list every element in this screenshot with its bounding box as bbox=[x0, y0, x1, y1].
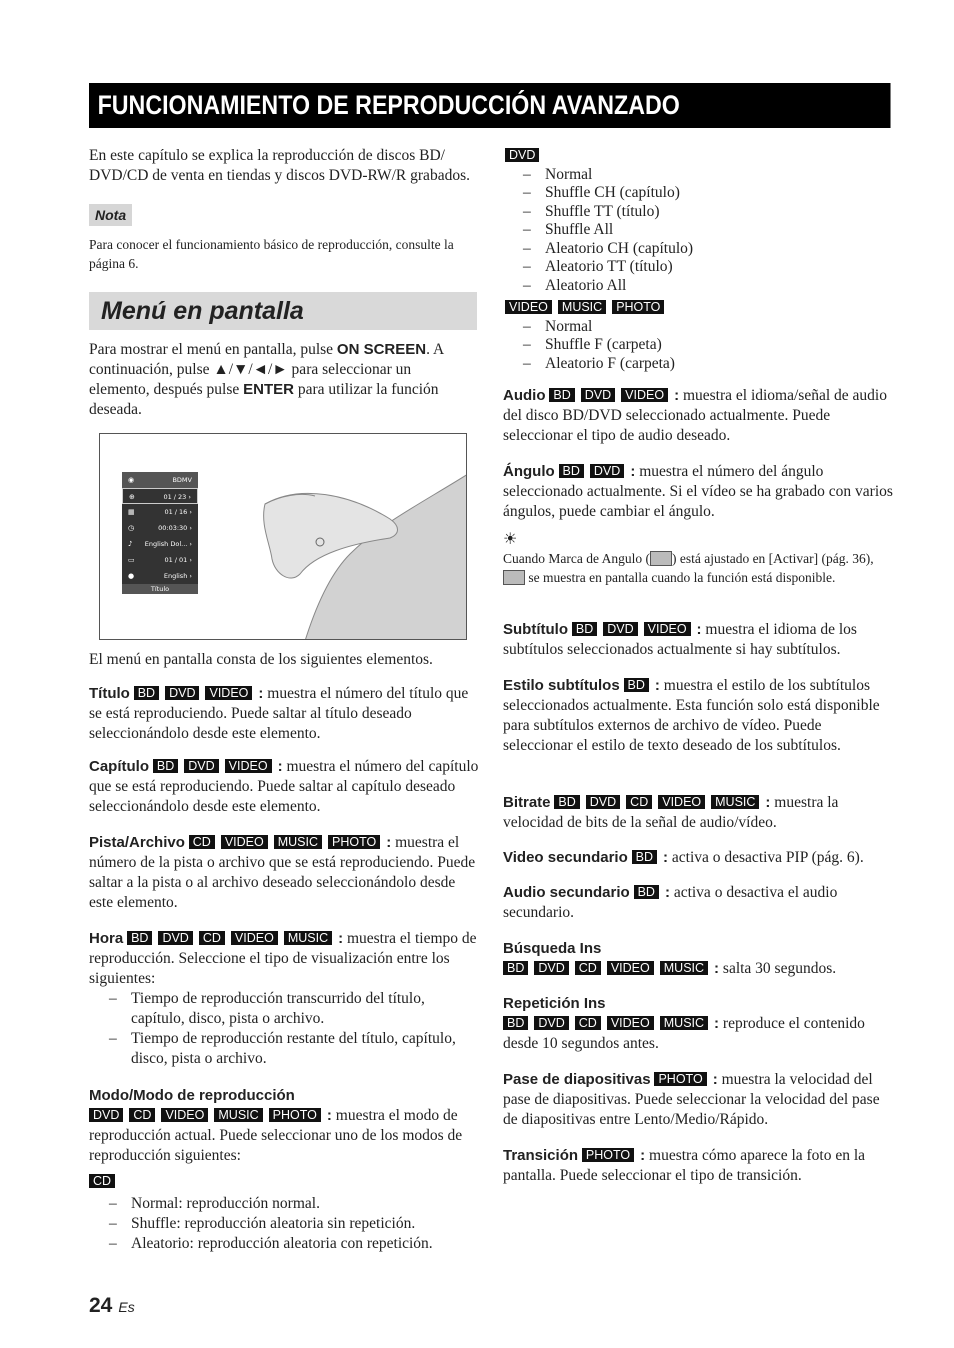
list-item: – Normal bbox=[503, 318, 895, 337]
item-transicion: Transición PHOTO : muestra cómo aparece la foto en la pantalla. Puede seleccionar el tipo de transición. bbox=[503, 1147, 866, 1184]
list-item: – Aleatorio All bbox=[503, 277, 895, 296]
page-number: 24 Es bbox=[89, 1294, 135, 1317]
item-estilo: Estilo subtítulos BD : muestra el estilo de los subtítulos seleccionados actualmente. Esta función solo está disponible para subtítulos externos de archivo de vídeo. Puede seleccionar el estilo de texto deseado de los subtítulos. bbox=[503, 677, 880, 754]
item-angulo: Ángulo BD DVD : muestra el número del ángulo seleccionado actualmente. Si el vídeo se ha grabado con varios ángulos, puede cambiar el ángulo. bbox=[503, 463, 893, 520]
osd-row-chapter: ▦ 01 / 16 › bbox=[122, 504, 198, 520]
list-item: – Aleatorio: reproducción aleatoria con repetición. bbox=[89, 1234, 481, 1254]
on-screen-key: ON SCREEN bbox=[336, 341, 427, 358]
intro-text: En este capítulo se explica la reproducción de discos BD/ DVD/CD de venta en tiendas y discos DVD-RW/R grabados. bbox=[89, 147, 470, 184]
page-lang: Es bbox=[118, 1299, 135, 1315]
item-audio: Audio BD DVD VIDEO : muestra el idioma/señal de audio del disco BD/DVD seleccionado actualmente. Puede seleccionar el tipo de audio deseado. bbox=[503, 387, 887, 444]
osd-row-audio: ♪ English Dol... › bbox=[122, 536, 198, 552]
item-modo: Modo/Modo de reproducción DVD CD VIDEO MUSIC PHOTO : muestra el modo de reproducción actual. Puede seleccionar uno de los modos de reproducción siguientes: bbox=[89, 1087, 463, 1164]
consta-text: El menú en pantalla consta de los siguientes elementos. bbox=[89, 651, 433, 668]
enter-key: ENTER bbox=[243, 381, 294, 398]
item-hora: Hora BD DVD CD VIDEO MUSIC : muestra el tiempo de reproducción. Seleccione el tipo de visualización entre los siguientes: – Tiempo de reproducción transcurrido del título, capítulo, disco, pista o archivo. – Tiempo de reproducción restante del título, capítulo, disco, pista o archivo. bbox=[89, 929, 481, 1069]
list-item: – Normal bbox=[503, 166, 895, 185]
item-titulo: Título BD DVD VIDEO : muestra el número del título que se está reproduciendo. Puede saltar al título deseado seleccionándolo desde este elemento. bbox=[89, 685, 469, 742]
osd-row-subtitle: ● English › bbox=[122, 568, 198, 584]
osd-row-time: ◷ 00:03:30 › bbox=[122, 520, 198, 536]
disc-icon: ◉ bbox=[128, 476, 135, 484]
title-icon: ⊕ bbox=[129, 493, 135, 501]
modo-cd-options: CD – Normal: reproducción normal. – Shuffle: reproducción aleatoria sin repetición. – Aleatorio: reproducción aleatoria con repetición. bbox=[89, 1172, 481, 1254]
subtitle-icon: ● bbox=[128, 572, 135, 580]
nota-label: Nota bbox=[89, 204, 132, 226]
list-item: – Shuffle F (carpeta) bbox=[503, 336, 895, 355]
hora-options bbox=[89, 989, 481, 1069]
list-item: – Aleatorio CH (capítulo) bbox=[503, 240, 895, 259]
item-subtitulo: Subtítulo BD DVD VIDEO : muestra el idioma de los subtítulos seleccionados actualmente si hay subtítulos. bbox=[503, 621, 857, 658]
osd-row-angle: ▭ 01 / 01 › bbox=[122, 552, 198, 568]
menu-intro: Para mostrar el menú en pantalla, pulse ON SCREEN. A continuación, pulse ▲/▼/◄/► para seleccionar un elemento, después pulse ENTER para utilizar la función deseada. bbox=[89, 341, 444, 418]
clock-icon: ◷ bbox=[128, 524, 135, 532]
list-item: – Normal: reproducción normal. bbox=[89, 1194, 481, 1214]
item-pista: Pista/Archivo CD VIDEO MUSIC PHOTO : muestra el número de la pista o archivo que se está reproduciendo. Puede saltar a la pista o al archivo deseado seleccionándolo desde este elemento. bbox=[89, 834, 476, 911]
list-item: – Aleatorio F (carpeta) bbox=[503, 355, 895, 374]
osd-footer: Título bbox=[122, 584, 198, 594]
angle-mark-icon bbox=[650, 551, 672, 566]
section-heading: Menú en pantalla bbox=[89, 292, 477, 330]
item-pase: Pase de diapositivas PHOTO : muestra la velocidad del pase de diapositivas. Puede seleccionar la velocidad del pase de diapositivas entre Lento/Medio/Rápido. bbox=[503, 1071, 880, 1128]
modo-file-options: VIDEO MUSIC PHOTO – Normal – Shuffle F (carpeta) – Aleatorio F (carpeta) bbox=[503, 299, 895, 373]
osd-row-title: ⊕ 01 / 23 › bbox=[122, 488, 198, 504]
item-audiosec: Audio secundario BD : activa o desactiva el audio secundario. bbox=[503, 884, 838, 921]
angle-icon: ▭ bbox=[128, 556, 135, 564]
item-videosec: Video secundario BD : activa o desactiva PIP (pág. 6). bbox=[503, 849, 864, 866]
nota-text: Para conocer el funcionamiento básico de reproducción, consulte la página 6. bbox=[89, 237, 454, 271]
audio-icon: ♪ bbox=[128, 540, 133, 548]
angle-mark-icon bbox=[503, 570, 525, 585]
tip-text: Cuando Marca de Angulo ( ) está ajustado en [Activar] (pág. 36), se muestra en pantalla cuando la función está disponible. bbox=[503, 551, 874, 585]
item-busqueda: Búsqueda Ins BD DVD CD VIDEO MUSIC : salta 30 segundos. bbox=[503, 940, 837, 977]
osd-header: ◉ BDMV bbox=[122, 472, 198, 488]
list-item: – Tiempo de reproducción transcurrido del título, capítulo, disco, pista o archivo. bbox=[89, 989, 481, 1029]
list-item: – Shuffle: reproducción aleatoria sin repetición. bbox=[89, 1214, 481, 1234]
page-title: FUNCIONAMIENTO DE REPRODUCCIÓN AVANZADO bbox=[89, 83, 891, 128]
item-capitulo: Capítulo BD DVD VIDEO : muestra el número del capítulo que se está reproduciendo. Puede saltar al capítulo deseado seleccionándolo desde este elemento. bbox=[89, 758, 479, 815]
osd-menu-panel bbox=[122, 472, 198, 594]
item-bitrate: Bitrate BD DVD CD VIDEO MUSIC : muestra la velocidad de bits de la señal de audio/vídeo. bbox=[503, 794, 839, 831]
list-item: – Tiempo de reproducción restante del título, capítulo, disco, pista o archivo. bbox=[89, 1029, 481, 1069]
list-item: – Shuffle CH (capítulo) bbox=[503, 184, 895, 203]
chapter-icon: ▦ bbox=[128, 508, 135, 516]
on-screen-menu-illustration bbox=[99, 433, 467, 640]
modo-dvd-options: DVD – Normal – Shuffle CH (capítulo) – Shuffle TT (título) – Shuffle All – Aleatorio CH (capítulo) – Aleatorio TT (título) – Aleatorio All bbox=[503, 147, 895, 295]
list-item: – Aleatorio TT (título) bbox=[503, 258, 895, 277]
tip-icon: ☀ bbox=[503, 531, 518, 548]
list-item: – Shuffle TT (título) bbox=[503, 203, 895, 222]
list-item: – Shuffle All bbox=[503, 221, 895, 240]
item-repeticion: Repetición Ins BD DVD CD VIDEO MUSIC : reproduce el contenido desde 10 segundos antes. bbox=[503, 995, 865, 1052]
